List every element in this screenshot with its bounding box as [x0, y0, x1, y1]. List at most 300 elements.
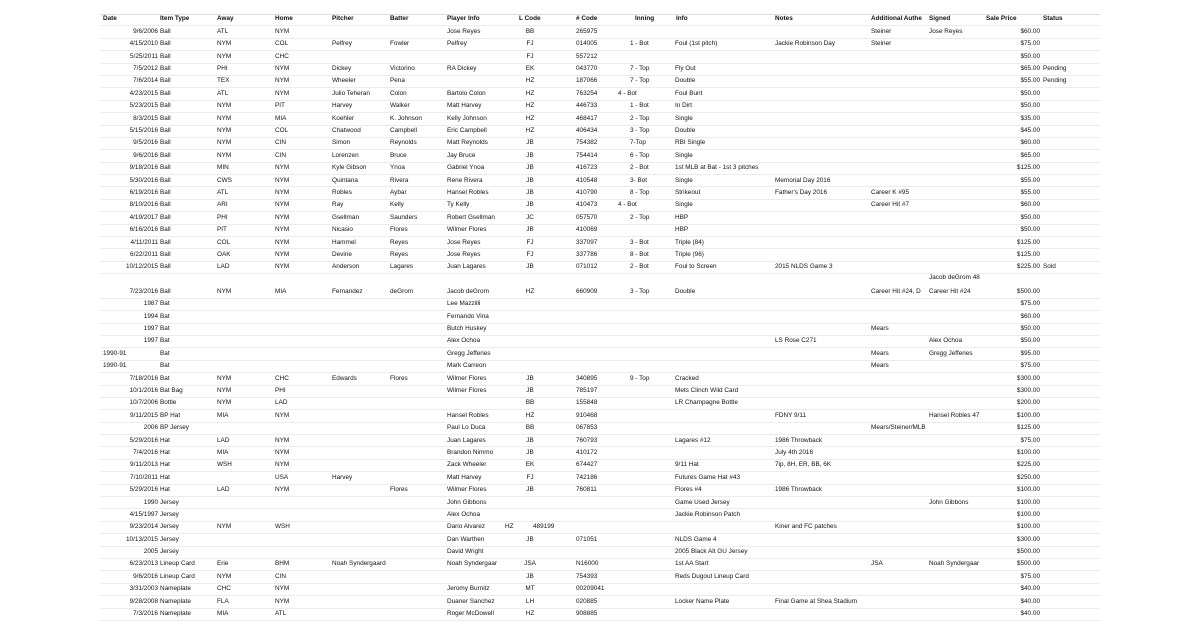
cell-status[interactable]: Pending: [1043, 77, 1067, 85]
cell-price[interactable]: $500.00: [1016, 560, 1040, 568]
cell-lcode[interactable]: MT: [525, 585, 535, 593]
cell-player[interactable]: Dan Warthen: [447, 535, 485, 543]
table-row[interactable]: [100, 460, 1100, 472]
cell-home[interactable]: CIN: [275, 151, 287, 159]
cell-signed[interactable]: [929, 274, 985, 298]
table-row[interactable]: [100, 200, 1100, 212]
cell-pitcher[interactable]: Kyle Gibson: [332, 164, 367, 172]
cell-notes[interactable]: 1986 Throwback: [775, 436, 823, 444]
column-header-away[interactable]: Away: [217, 15, 234, 23]
cell-notes[interactable]: Father's Day 2016: [775, 188, 828, 196]
table-row[interactable]: [100, 584, 1100, 596]
cell-date[interactable]: 1990-91: [103, 362, 127, 370]
table-row[interactable]: [100, 212, 1100, 224]
cell-away[interactable]: TEX: [217, 77, 230, 85]
cell-date[interactable]: 7/4/2016: [133, 448, 158, 456]
cell-price[interactable]: $65.00: [1020, 151, 1040, 159]
cell-player[interactable]: Alex Ochoa: [447, 337, 481, 345]
cell-ncode[interactable]: 187066: [576, 77, 598, 85]
cell-date[interactable]: 1990-91: [103, 349, 127, 357]
cell-lcode[interactable]: JB: [526, 151, 534, 159]
cell-price[interactable]: $100.00: [1016, 510, 1040, 518]
cell-price[interactable]: $95.00: [1020, 349, 1040, 357]
column-header-auth[interactable]: Additional Authe: [871, 15, 922, 23]
cell-item[interactable]: Bat Bag: [160, 387, 183, 395]
table-row[interactable]: [100, 373, 1100, 385]
cell-player[interactable]: Zack Wheeler: [447, 461, 487, 469]
cell-player[interactable]: Juan Lagares: [447, 436, 486, 444]
cell-item[interactable]: Bottle: [160, 399, 177, 407]
cell-item[interactable]: Jersey: [160, 498, 179, 506]
cell-batter[interactable]: Flores: [390, 486, 408, 494]
cell-item[interactable]: Bat: [160, 325, 170, 333]
cell-home[interactable]: CHC: [275, 52, 289, 60]
table-row[interactable]: [100, 472, 1100, 484]
cell-info[interactable]: Foul (1st pitch): [675, 40, 718, 48]
cell-pitcher[interactable]: Dickey: [332, 65, 352, 73]
cell-lcode[interactable]: HZ: [525, 102, 535, 110]
cell-home[interactable]: ATL: [275, 610, 287, 618]
cell-notes[interactable]: FDNY 9/11: [775, 411, 807, 419]
table-row[interactable]: [100, 547, 1100, 559]
cell-batter[interactable]: deGrom: [390, 288, 414, 296]
cell-away[interactable]: ATL: [217, 188, 229, 196]
cell-price[interactable]: $75.00: [1020, 436, 1040, 444]
cell-date[interactable]: 4/11/2011: [130, 238, 158, 246]
cell-date[interactable]: 6/16/2016: [129, 226, 158, 234]
cell-item[interactable]: Ball: [160, 65, 171, 73]
cell-lcode[interactable]: JB: [526, 176, 534, 184]
cell-player[interactable]: Juan Lagares: [447, 263, 486, 271]
table-row[interactable]: [100, 324, 1100, 336]
cell-away[interactable]: ATL: [217, 27, 229, 35]
table-row[interactable]: [100, 348, 1100, 360]
cell-pitcher[interactable]: Koehler: [332, 114, 355, 122]
cell-date[interactable]: 1990: [143, 498, 158, 506]
cell-player[interactable]: Wilmer Flores: [447, 226, 487, 234]
cell-home[interactable]: NYM: [275, 585, 290, 593]
cell-ncode[interactable]: 071012: [576, 263, 598, 271]
cell-pitcher[interactable]: Lorenzen: [332, 151, 359, 159]
cell-item[interactable]: Nameplate: [160, 585, 191, 593]
cell-info[interactable]: LR Champagne Bottle: [675, 399, 738, 407]
cell-player[interactable]: Kelly Johnson: [447, 114, 487, 122]
cell-away[interactable]: NYM: [217, 387, 232, 395]
cell-price[interactable]: $60.00: [1020, 27, 1040, 35]
cell-price[interactable]: $40.00: [1020, 610, 1040, 618]
cell-player[interactable]: Gregg Jefferies: [447, 349, 491, 357]
cell-lcode[interactable]: FJ: [526, 52, 534, 60]
cell-batter[interactable]: Rivera: [390, 176, 409, 184]
column-header-item[interactable]: Item Type: [160, 15, 190, 23]
cell-date[interactable]: 6/23/2013: [129, 560, 158, 568]
cell-home[interactable]: NYM: [275, 597, 290, 605]
cell-item[interactable]: BP Jersey: [160, 424, 190, 432]
table-row[interactable]: [100, 485, 1100, 497]
cell-away[interactable]: NYM: [217, 151, 232, 159]
cell-date[interactable]: 5/30/2016: [129, 176, 158, 184]
cell-price[interactable]: $125.00: [1016, 250, 1040, 258]
cell-item[interactable]: Bat: [160, 312, 170, 320]
cell-info[interactable]: HBP: [675, 213, 689, 221]
cell-item[interactable]: Ball: [160, 102, 171, 110]
cell-ncode[interactable]: 763254: [576, 89, 598, 97]
cell-info[interactable]: Triple (96): [675, 250, 704, 258]
cell-date[interactable]: 9/5/2016: [133, 139, 158, 147]
cell-item[interactable]: Hat: [160, 473, 170, 481]
cell-item[interactable]: Bat: [160, 337, 170, 345]
cell-date[interactable]: 9/6/2016: [133, 151, 158, 159]
cell-price[interactable]: $300.00: [1016, 387, 1040, 395]
cell-notes[interactable]: 2015 NLDS Game 3: [775, 263, 833, 271]
cell-item[interactable]: Jersey: [160, 548, 179, 556]
column-header-home[interactable]: Home: [275, 15, 293, 23]
cell-info[interactable]: Foul Bunt: [675, 89, 703, 97]
table-row[interactable]: [100, 249, 1100, 261]
column-header-pitcher[interactable]: Pitcher: [332, 15, 354, 23]
cell-home[interactable]: NYM: [275, 238, 290, 246]
cell-inning[interactable]: 9 - Top: [630, 374, 650, 382]
cell-price[interactable]: $40.00: [1020, 597, 1040, 605]
cell-inning[interactable]: 2 - Top: [630, 213, 650, 221]
cell-item[interactable]: Ball: [160, 40, 171, 48]
cell-away[interactable]: NYM: [217, 572, 232, 580]
cell-player[interactable]: John Gibbons: [447, 498, 487, 506]
cell-item[interactable]: Lineup Card: [160, 560, 195, 568]
cell-info[interactable]: Single: [675, 201, 693, 209]
cell-lcode[interactable]: FJ: [526, 40, 534, 48]
column-header-batter[interactable]: Batter: [390, 15, 409, 23]
cell-lcode[interactable]: BB: [525, 399, 535, 407]
cell-player[interactable]: RA Dickey: [447, 65, 477, 73]
cell-date[interactable]: 4/15/1997: [129, 510, 158, 518]
cell-lcode[interactable]: HZ: [525, 411, 535, 419]
cell-auth[interactable]: Steiner: [871, 27, 892, 35]
cell-home[interactable]: NYM: [275, 213, 290, 221]
cell-info[interactable]: Mets Clinch Wild Card: [675, 387, 739, 395]
cell-ncode[interactable]: 337786: [576, 250, 598, 258]
cell-batter[interactable]: Ynoa: [390, 164, 405, 172]
column-header-info[interactable]: Info: [676, 15, 688, 23]
cell-auth[interactable]: JSA: [871, 560, 883, 568]
cell-item[interactable]: Ball: [160, 114, 171, 122]
table-row[interactable]: [100, 101, 1100, 113]
cell-date[interactable]: 1987: [143, 300, 158, 308]
cell-pitcher[interactable]: Robles: [332, 188, 352, 196]
cell-lcode[interactable]: EK: [525, 461, 535, 469]
cell-date[interactable]: 9/6/2006: [133, 27, 158, 35]
cell-player[interactable]: Jose Reyes: [447, 27, 481, 35]
cell-price[interactable]: $50.00: [1020, 213, 1040, 221]
cell-home[interactable]: BHM: [275, 560, 290, 568]
cell-away[interactable]: PHI: [217, 213, 228, 221]
cell-player[interactable]: Roger McDowell: [447, 610, 494, 618]
cell-away[interactable]: NYM: [217, 127, 232, 134]
cell-price[interactable]: $125.00: [1016, 164, 1040, 172]
cell-ncode[interactable]: 057570: [576, 213, 598, 221]
cell-item[interactable]: Nameplate: [160, 597, 191, 605]
cell-info[interactable]: RBI Single: [675, 139, 706, 147]
cell-batter[interactable]: Reyes: [390, 238, 409, 246]
cell-home[interactable]: NYM: [275, 27, 290, 35]
cell-home[interactable]: NYM: [275, 250, 290, 258]
cell-batter[interactable]: Victorino: [390, 65, 415, 73]
cell-notes[interactable]: 1986 Throwback: [775, 486, 823, 494]
cell-info[interactable]: 2005 Black Alt GU Jersey: [675, 548, 748, 556]
cell-item[interactable]: BP Hat: [160, 411, 181, 419]
table-row[interactable]: [100, 163, 1100, 175]
cell-ncode[interactable]: 410069: [576, 226, 598, 234]
cell-item[interactable]: Hat: [160, 448, 170, 456]
table-row[interactable]: [100, 187, 1100, 199]
cell-item[interactable]: Ball: [160, 27, 171, 35]
cell-batter[interactable]: Reyes: [390, 250, 409, 258]
cell-home[interactable]: COL: [275, 127, 289, 134]
cell-batter[interactable]: Colon: [390, 89, 407, 97]
cell-inning[interactable]: 8 - Bot: [630, 250, 649, 258]
cell-info[interactable]: Strikeout: [675, 188, 701, 196]
cell-ncode[interactable]: 742186: [576, 473, 598, 481]
cell-home[interactable]: COL: [275, 40, 289, 48]
cell-item[interactable]: Ball: [160, 263, 171, 271]
cell-item[interactable]: Ball: [160, 226, 171, 234]
cell-item[interactable]: Jersey: [160, 523, 179, 531]
cell-ncode[interactable]: 410473: [576, 201, 598, 209]
cell-batter[interactable]: K. Johnson: [390, 114, 422, 122]
cell-date[interactable]: 7/18/2016: [129, 374, 158, 382]
cell-home[interactable]: MIA: [275, 288, 287, 296]
table-row[interactable]: [100, 76, 1100, 88]
cell-info[interactable]: Double: [675, 127, 696, 134]
cell-auth[interactable]: Mears: [871, 362, 889, 370]
cell-batter[interactable]: Pena: [390, 77, 405, 85]
cell-price[interactable]: $75.00: [1020, 40, 1040, 48]
cell-item[interactable]: Jersey: [160, 535, 179, 543]
cell-pitcher[interactable]: Ray: [332, 201, 344, 209]
cell-away[interactable]: CHC: [217, 585, 231, 593]
cell-ncode[interactable]: 754414: [576, 151, 598, 159]
cell-date[interactable]: 5/29/2016: [129, 486, 158, 494]
cell-date[interactable]: 9/11/2013: [130, 461, 158, 469]
cell-ncode[interactable]: 760811: [576, 486, 597, 494]
cell-home[interactable]: CIN: [275, 139, 287, 147]
cell-date[interactable]: 9/11/2015: [130, 411, 158, 419]
cell-home[interactable]: CHC: [275, 374, 289, 382]
cell-price[interactable]: $100.00: [1016, 448, 1040, 456]
table-row[interactable]: [100, 311, 1100, 323]
cell-date[interactable]: 6/22/2011: [130, 250, 158, 258]
cell-pitcher[interactable]: Pelfrey: [332, 40, 352, 48]
cell-info[interactable]: Flores #4: [675, 486, 702, 494]
cell-player[interactable]: Pelfrey: [447, 40, 467, 48]
cell-price[interactable]: $300.00: [1016, 535, 1040, 543]
column-header-lcode[interactable]: L Code: [519, 15, 541, 23]
table-row[interactable]: [100, 237, 1100, 249]
cell-info[interactable]: 1st MLB at Bat - 1st 3 pitches: [675, 164, 759, 172]
cell-auth[interactable]: Career Hit #24, D: [871, 288, 921, 296]
cell-info[interactable]: Single: [675, 114, 693, 122]
cell-home[interactable]: LAD: [275, 399, 288, 407]
cell-item[interactable]: Ball: [160, 89, 171, 97]
cell-lcode[interactable]: JSA: [524, 560, 536, 568]
cell-price[interactable]: $40.00: [1020, 585, 1040, 593]
cell-away[interactable]: WSH: [217, 461, 232, 469]
cell-ncode[interactable]: 410548: [576, 176, 598, 184]
cell-inning[interactable]: 4 - Bot: [618, 201, 637, 209]
cell-pitcher[interactable]: Edwards: [332, 374, 357, 382]
table-row[interactable]: [100, 175, 1100, 187]
cell-date[interactable]: 2006: [143, 424, 158, 432]
cell-batter[interactable]: Saunders: [390, 213, 418, 221]
cell-signed[interactable]: Noah Syndergaar: [929, 560, 980, 568]
cell-inning[interactable]: 7-Top: [630, 139, 646, 147]
cell-item[interactable]: Ball: [160, 250, 171, 258]
cell-away[interactable]: NYM: [217, 523, 232, 531]
cell-player[interactable]: Eric Campbell: [447, 127, 487, 134]
cell-item[interactable]: Lineup Card: [160, 572, 195, 580]
cell-price[interactable]: $100.00: [1016, 498, 1040, 506]
cell-notes[interactable]: Final Game at Shea Stadium: [775, 597, 858, 605]
cell-info[interactable]: NLDS Game 4: [675, 535, 717, 543]
table-row[interactable]: [100, 336, 1100, 348]
cell-lcode[interactable]: JB: [526, 535, 534, 543]
cell-away[interactable]: NYM: [217, 114, 232, 122]
cell-player[interactable]: Gabriel Ynoa: [447, 164, 485, 172]
cell-date[interactable]: 10/1/2016: [129, 387, 158, 395]
cell-lcode[interactable]: HZ: [505, 523, 514, 531]
table-row[interactable]: [100, 64, 1100, 76]
table-row[interactable]: [100, 361, 1100, 373]
cell-item[interactable]: Ball: [160, 176, 171, 184]
cell-date[interactable]: 7/6/2014: [133, 77, 158, 85]
cell-price[interactable]: $500.00: [1016, 548, 1040, 556]
cell-lcode[interactable]: JB: [526, 436, 534, 444]
cell-item[interactable]: Bat: [160, 300, 170, 308]
cell-pitcher[interactable]: Noah Syndergaard: [332, 560, 386, 568]
cell-batter[interactable]: Reynolds: [390, 139, 417, 147]
cell-price[interactable]: $100.00: [1016, 486, 1040, 494]
cell-ncode[interactable]: 043770: [576, 65, 598, 73]
cell-info[interactable]: Double: [675, 77, 696, 85]
cell-date[interactable]: 1997: [143, 325, 158, 333]
cell-batter[interactable]: Flores: [390, 374, 408, 382]
cell-pitcher[interactable]: Devine: [332, 250, 352, 258]
cell-signed[interactable]: Hansel Robles 47: [929, 411, 980, 419]
cell-away[interactable]: LAD: [217, 263, 230, 271]
cell-inning[interactable]: 7 - Top: [630, 65, 650, 73]
cell-pitcher[interactable]: Quintana: [332, 176, 358, 184]
cell-away[interactable]: OAK: [217, 250, 231, 258]
table-row[interactable]: [100, 113, 1100, 125]
cell-home[interactable]: NYM: [275, 436, 290, 444]
cell-away[interactable]: PHI: [217, 65, 228, 73]
cell-date[interactable]: 2005: [143, 548, 158, 556]
cell-auth[interactable]: Career Hit #7: [871, 201, 910, 209]
column-header-player[interactable]: Player Info: [447, 15, 480, 23]
cell-date[interactable]: 4/15/2010: [129, 40, 158, 48]
cell-home[interactable]: NYM: [275, 164, 290, 172]
cell-item[interactable]: Ball: [160, 213, 171, 221]
cell-price[interactable]: $100.00: [1016, 411, 1040, 419]
cell-pitcher[interactable]: Wheeler: [332, 77, 356, 85]
cell-date[interactable]: 9/6/2016: [133, 572, 158, 580]
cell-lcode[interactable]: HZ: [525, 610, 535, 618]
cell-away[interactable]: ARI: [217, 201, 228, 209]
cell-batter[interactable]: Walker: [390, 102, 410, 110]
cell-price[interactable]: $75.00: [1020, 362, 1040, 370]
column-header-signed[interactable]: Signed: [929, 15, 951, 23]
cell-ncode[interactable]: 910468: [576, 411, 598, 419]
cell-ncode[interactable]: 337097: [576, 238, 598, 246]
cell-batter[interactable]: Aybar: [390, 188, 407, 196]
cell-player[interactable]: Butch Huskey: [447, 325, 487, 333]
table-row[interactable]: [100, 274, 1100, 299]
table-row[interactable]: [100, 88, 1100, 100]
cell-info[interactable]: Lagares #12: [675, 436, 711, 444]
cell-info[interactable]: HBP: [675, 226, 689, 234]
cell-away[interactable]: FLA: [217, 597, 229, 605]
table-row[interactable]: [100, 39, 1100, 51]
cell-lcode[interactable]: BB: [525, 27, 535, 35]
cell-home[interactable]: NYM: [275, 201, 290, 209]
cell-ncode[interactable]: 674427: [576, 461, 598, 469]
table-row[interactable]: [100, 262, 1100, 274]
cell-pitcher[interactable]: Fernandez: [332, 288, 363, 296]
table-row[interactable]: [100, 596, 1100, 608]
cell-price[interactable]: $55.00: [1020, 176, 1040, 184]
table-row[interactable]: [100, 150, 1100, 162]
cell-away[interactable]: LAD: [217, 436, 230, 444]
cell-date[interactable]: 9/28/2008: [129, 597, 158, 605]
cell-date[interactable]: 5/25/2011: [130, 52, 158, 60]
cell-price[interactable]: $225.00: [1016, 263, 1040, 271]
cell-home[interactable]: NYM: [275, 226, 290, 234]
cell-date[interactable]: 1997: [143, 337, 158, 345]
cell-lcode[interactable]: JB: [526, 448, 534, 456]
cell-item[interactable]: Ball: [160, 139, 171, 147]
cell-price[interactable]: $60.00: [1020, 312, 1040, 320]
cell-price[interactable]: $125.00: [1016, 424, 1040, 432]
table-row[interactable]: [100, 51, 1100, 63]
cell-signed[interactable]: John Gibbons: [929, 498, 969, 506]
cell-item[interactable]: Bat: [160, 349, 170, 357]
cell-lcode[interactable]: JB: [526, 164, 534, 172]
cell-item[interactable]: Ball: [160, 151, 171, 159]
cell-away[interactable]: NYM: [217, 399, 232, 407]
cell-home[interactable]: NYM: [275, 411, 290, 419]
cell-inning[interactable]: 3- Bot: [630, 176, 648, 184]
cell-ncode[interactable]: 468417: [576, 114, 598, 122]
cell-inning[interactable]: 3 - Top: [630, 288, 650, 296]
cell-date[interactable]: 10/12/2015: [126, 263, 158, 271]
cell-info[interactable]: Cracked: [675, 374, 699, 382]
cell-ncode[interactable]: N16000: [576, 560, 599, 568]
cell-lcode[interactable]: FJ: [526, 250, 534, 258]
cell-ncode[interactable]: 406434: [576, 127, 598, 134]
cell-lcode[interactable]: JB: [526, 387, 534, 395]
cell-home[interactable]: NYM: [275, 176, 290, 184]
cell-pitcher[interactable]: Hammel: [332, 238, 356, 246]
cell-ncode[interactable]: 908885: [576, 610, 598, 618]
cell-away[interactable]: MIA: [217, 411, 229, 419]
cell-ncode[interactable]: 446733: [576, 102, 598, 110]
cell-player[interactable]: Paul Lo Duca: [447, 424, 486, 432]
table-row[interactable]: [100, 386, 1100, 398]
cell-date[interactable]: 10/7/2006: [129, 399, 158, 407]
cell-notes[interactable]: Memorial Day 2016: [775, 176, 831, 184]
cell-inning[interactable]: 3 - Bot: [630, 238, 649, 246]
cell-inning[interactable]: 1 - Bot: [630, 40, 649, 48]
